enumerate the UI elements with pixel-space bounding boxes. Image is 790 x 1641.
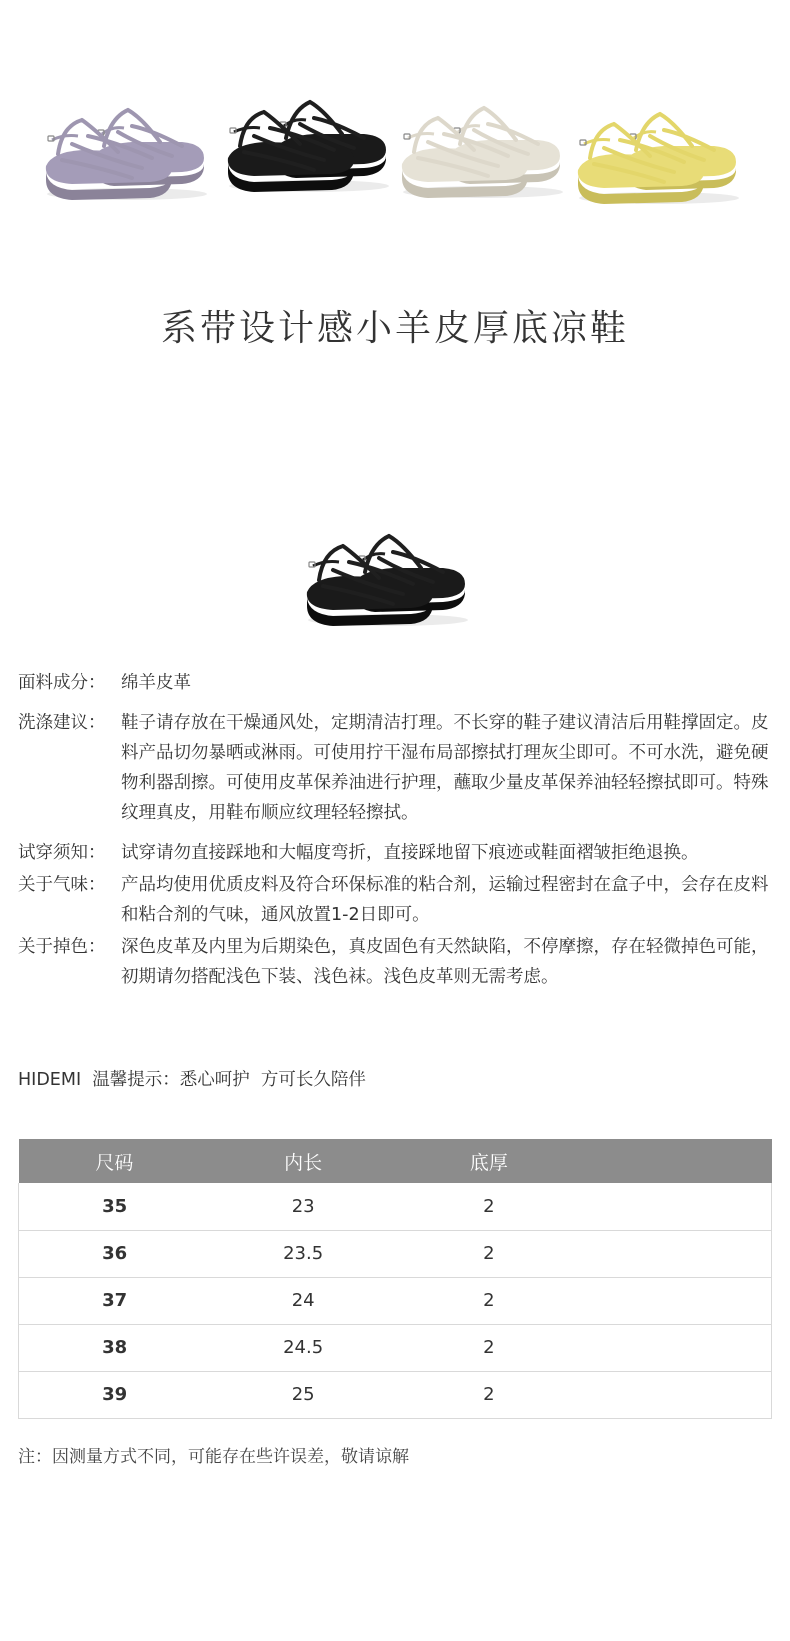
header-sole-thickness: 底厚 (396, 1139, 582, 1183)
spec-label: 关于掉色： (18, 937, 106, 957)
cell-empty (582, 1371, 772, 1418)
cell-sole-thickness: 2 (396, 1324, 582, 1371)
measurement-note: 注：因测量方式不同，可能存在些许误差，敬请谅解 (18, 1447, 409, 1467)
product-specs (18, 668, 778, 1002)
cell-size: 37 (19, 1277, 211, 1324)
cell-empty (582, 1183, 772, 1230)
spec-value: 深色皮革及内里为后期染色，真皮固色有天然缺陷，不停摩擦，存在轻微掉色可能，初期请勿搭配浅色下装、浅色袜。浅色皮革则无需考虑。 (121, 937, 769, 987)
sandal-swatch-yellow[interactable] (564, 100, 744, 210)
table-row (19, 1324, 772, 1371)
cell-sole-thickness: 2 (396, 1277, 582, 1324)
spec-label: 面料成分： (18, 673, 106, 693)
spec-row-material (18, 668, 778, 698)
table-row (19, 1371, 772, 1418)
cell-inner-length: 23.5 (210, 1230, 396, 1277)
cell-inner-length: 24 (210, 1277, 396, 1324)
cell-empty (582, 1277, 772, 1324)
spec-label: 洗涤建议： (18, 713, 106, 733)
cell-size: 36 (19, 1230, 211, 1277)
cell-empty (582, 1230, 772, 1277)
cell-inner-length: 25 (210, 1371, 396, 1418)
spec-value: 鞋子请存放在干燥通风处，定期清洁打理。不长穿的鞋子建议清洁后用鞋撑固定。皮料产品切勿暴晒或淋雨。可使用拧干湿布局部擦拭打理灰尘即可。不可水洗，避免硬物利器刮擦。可使用皮革保养油进行护理，蘸取少量皮革保养油轻轻擦拭即可。特殊纹理真皮，用鞋布顺应纹理轻轻擦拭。 (121, 713, 769, 823)
care-tip: HIDEMI 温馨提示：悉心呵护 方可长久陪伴 (18, 1070, 366, 1090)
spec-value: 绵羊皮革 (121, 673, 191, 693)
cell-sole-thickness: 2 (396, 1183, 582, 1230)
cell-inner-length: 24.5 (210, 1324, 396, 1371)
table-row (19, 1277, 772, 1324)
spec-row-odor (18, 870, 778, 930)
spec-value: 产品均使用优质皮料及符合环保标准的粘合剂，运输过程密封在盒子中，会存在皮料和粘合剂的气味，通风放置1-2日即可。 (121, 875, 769, 925)
cell-size: 38 (19, 1324, 211, 1371)
size-chart-table (18, 1139, 772, 1419)
cell-empty (582, 1324, 772, 1371)
cell-sole-thickness: 2 (396, 1230, 582, 1277)
header-empty (582, 1139, 772, 1183)
table-row (19, 1230, 772, 1277)
sandal-swatch-black[interactable] (214, 88, 394, 198)
spec-value: 试穿请勿直接踩地和大幅度弯折，直接踩地留下痕迹或鞋面褶皱拒绝退换。 (121, 843, 699, 863)
spec-row-trial (18, 838, 778, 868)
cell-size: 35 (19, 1183, 211, 1230)
cell-size: 39 (19, 1371, 211, 1418)
color-swatches (32, 96, 762, 216)
header-size: 尺码 (19, 1139, 211, 1183)
sandal-swatch-purple[interactable] (32, 96, 212, 206)
header-inner-length: 内长 (210, 1139, 396, 1183)
size-table-header (19, 1139, 772, 1183)
cell-inner-length: 23 (210, 1183, 396, 1230)
spec-label: 试穿须知： (18, 843, 106, 863)
product-title: 系带设计感小羊皮厚底凉鞋 (160, 308, 629, 349)
sandal-swatch-cream[interactable] (388, 94, 568, 204)
table-row (19, 1183, 772, 1230)
cell-sole-thickness: 2 (396, 1371, 582, 1418)
hero-product-image (293, 522, 473, 632)
spec-label: 关于气味： (18, 875, 106, 895)
spec-row-care (18, 708, 778, 828)
spec-row-color-fade (18, 932, 778, 992)
